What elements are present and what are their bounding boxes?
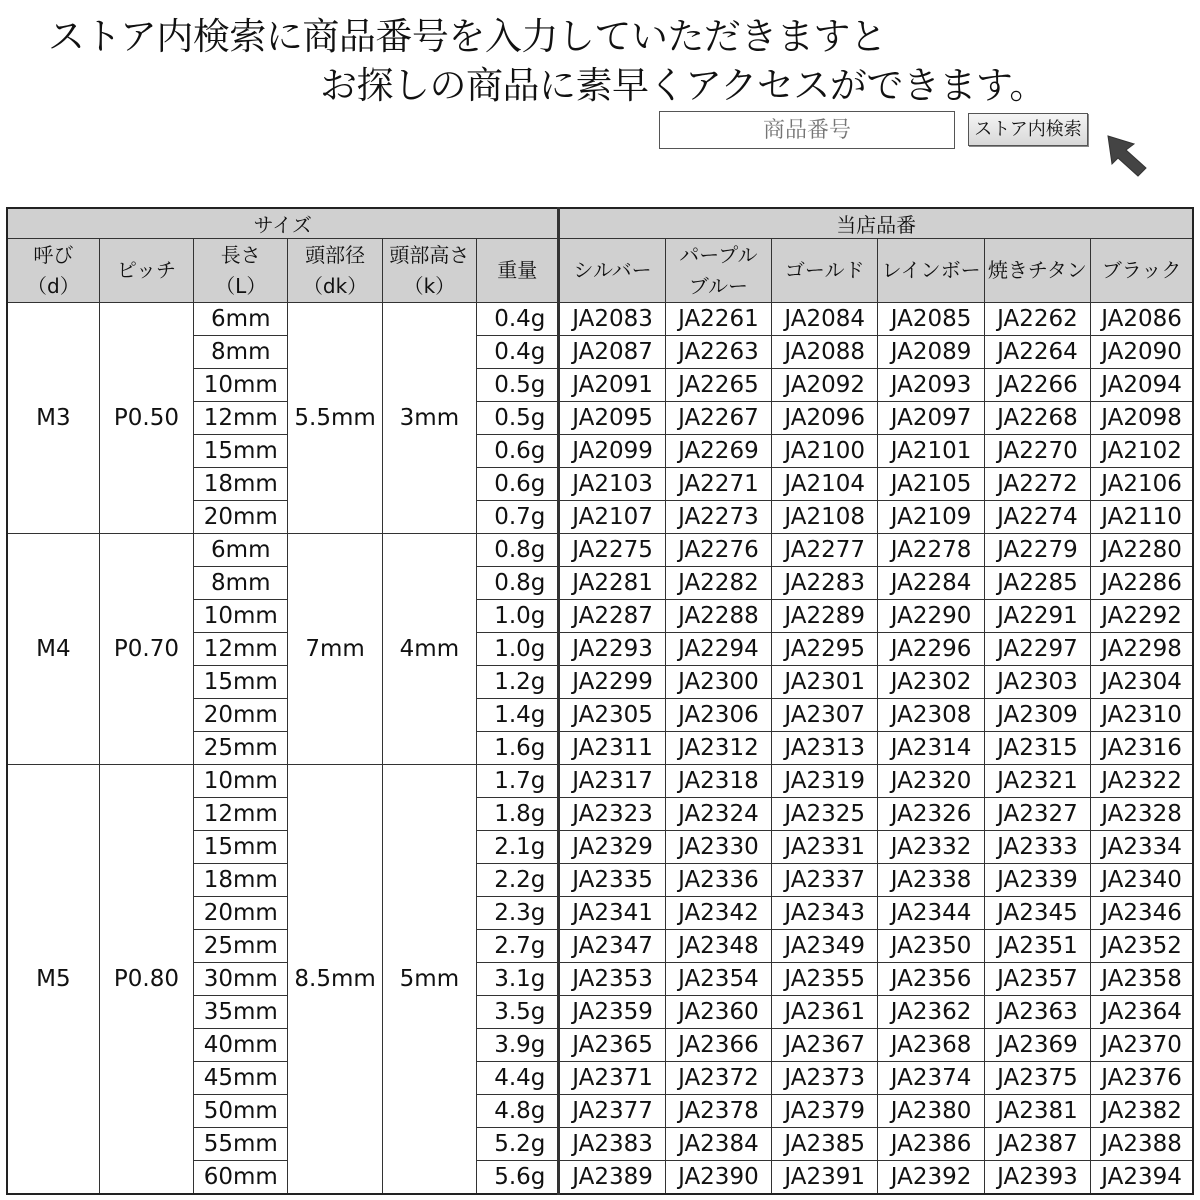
table-row [7,765,1193,798]
part-number-cell: JA2363 [984,996,1090,1029]
part-number-cell: JA2091 [559,369,665,402]
weight-cell: 0.5g [477,369,559,402]
part-number-cell: JA2096 [772,402,878,435]
head-height-cell: 4mm [382,534,476,765]
part-number-cell: JA2098 [1091,402,1193,435]
part-number-cell: JA2084 [772,303,878,336]
part-number-cell: JA2384 [665,1128,771,1161]
weight-cell: 5.2g [477,1128,559,1161]
part-number-cell: JA2370 [1091,1029,1193,1062]
part-number-cell: JA2270 [984,435,1090,468]
head-diameter-cell: 5.5mm [288,303,382,534]
part-number-cell: JA2338 [878,864,984,897]
head-diameter-cell: 8.5mm [288,765,382,1194]
part-number-cell: JA2294 [665,633,771,666]
part-number-cell: JA2337 [772,864,878,897]
part-number-cell: JA2328 [1091,798,1193,831]
length-cell: 10mm [194,369,288,402]
part-number-cell: JA2314 [878,732,984,765]
part-number-cell: JA2324 [665,798,771,831]
header-line: （dk） [302,273,368,298]
header-line: 焼きチタン [987,258,1087,282]
part-number-cell: JA2383 [559,1128,665,1161]
part-number-cell: JA2264 [984,336,1090,369]
length-cell: 15mm [194,666,288,699]
part-number-cell: JA2346 [1091,897,1193,930]
length-cell: 15mm [194,831,288,864]
part-number-cell: JA2094 [1091,369,1193,402]
part-number-cell: JA2319 [772,765,878,798]
part-number-cell: JA2282 [665,567,771,600]
length-cell: 6mm [194,534,288,567]
part-number-cell: JA2329 [559,831,665,864]
part-number-cell: JA2381 [984,1095,1090,1128]
size-group-header: サイズ [7,208,559,239]
part-number-cell: JA2292 [1091,600,1193,633]
part-number-cell: JA2104 [772,468,878,501]
part-number-cell: JA2376 [1091,1062,1193,1095]
part-number-cell: JA2365 [559,1029,665,1062]
part-number-cell: JA2362 [878,996,984,1029]
part-number-cell: JA2343 [772,897,878,930]
length-cell: 10mm [194,600,288,633]
part-number-cell: JA2334 [1091,831,1193,864]
head-height-header [382,239,476,303]
part-number-cell: JA2103 [559,468,665,501]
weight-cell: 2.3g [477,897,559,930]
part-number-cell: JA2097 [878,402,984,435]
part-number-cell: JA2296 [878,633,984,666]
part-number-cell: JA2090 [1091,336,1193,369]
part-number-cell: JA2325 [772,798,878,831]
part-number-cell: JA2387 [984,1128,1090,1161]
part-number-cell: JA2394 [1091,1161,1193,1194]
part-number-cell: JA2378 [665,1095,771,1128]
part-number-cell: JA2375 [984,1062,1090,1095]
part-number-cell: JA2345 [984,897,1090,930]
part-number-cell: JA2321 [984,765,1090,798]
part-number-cell: JA2278 [878,534,984,567]
part-number-cell: JA2333 [984,831,1090,864]
color-header [984,239,1090,303]
part-number-cell: JA2108 [772,501,878,534]
weight-cell: 2.7g [477,930,559,963]
weight-cell: 0.4g [477,303,559,336]
pitch-header: ピッチ [99,239,193,303]
header-line: パープル [679,242,758,267]
part-number-cell: JA2364 [1091,996,1193,1029]
weight-cell: 1.0g [477,600,559,633]
pitch-cell: P0.50 [99,303,193,534]
part-number-cell: JA2286 [1091,567,1193,600]
part-number-cell: JA2379 [772,1095,878,1128]
part-number-cell: JA2268 [984,402,1090,435]
part-number-cell: JA2351 [984,930,1090,963]
weight-cell: 1.8g [477,798,559,831]
part-number-cell: JA2280 [1091,534,1193,567]
weight-cell: 0.8g [477,567,559,600]
part-number-cell: JA2323 [559,798,665,831]
part-number-cell: JA2293 [559,633,665,666]
part-number-cell: JA2380 [878,1095,984,1128]
part-number-cell: JA2261 [665,303,771,336]
weight-cell: 3.1g [477,963,559,996]
intro-line-2: お探しの商品に素早くアクセスができます。 [320,64,1046,107]
color-header [878,239,984,303]
length-cell: 20mm [194,897,288,930]
weight-cell: 2.1g [477,831,559,864]
intro-message [0,0,1200,110]
weight-cell: 4.8g [477,1095,559,1128]
length-cell: 25mm [194,930,288,963]
length-cell: 18mm [194,468,288,501]
part-number-cell: JA2320 [878,765,984,798]
part-number-cell: JA2327 [984,798,1090,831]
part-number-cell: JA2279 [984,534,1090,567]
part-number-cell: JA2356 [878,963,984,996]
part-number-cell: JA2357 [984,963,1090,996]
weight-cell: 1.6g [477,732,559,765]
part-number-cell: JA2283 [772,567,878,600]
part-number-cell: JA2299 [559,666,665,699]
nominal-size-cell: M3 [7,303,99,534]
part-number-cell: JA2339 [984,864,1090,897]
part-number-cell: JA2303 [984,666,1090,699]
part-number-cell: JA2087 [559,336,665,369]
part-number-cell: JA2354 [665,963,771,996]
part-number-cell: JA2312 [665,732,771,765]
part-number-cell: JA2326 [878,798,984,831]
part-number-cell: JA2302 [878,666,984,699]
part-number-cell: JA2388 [1091,1128,1193,1161]
part-number-cell: JA2271 [665,468,771,501]
length-header [194,239,288,303]
part-number-cell: JA2359 [559,996,665,1029]
part-number-cell: JA2373 [772,1062,878,1095]
weight-cell: 0.7g [477,501,559,534]
part-number-cell: JA2285 [984,567,1090,600]
length-cell: 55mm [194,1128,288,1161]
weight-cell: 1.4g [477,699,559,732]
part-number-cell: JA2281 [559,567,665,600]
nominal-size-cell: M5 [7,765,99,1194]
color-header [772,239,878,303]
length-cell: 12mm [194,402,288,435]
weight-cell: 2.2g [477,864,559,897]
part-number-cell: JA2275 [559,534,665,567]
length-cell: 6mm [194,303,288,336]
part-number-cell: JA2315 [984,732,1090,765]
part-number-cell: JA2266 [984,369,1090,402]
length-cell: 8mm [194,567,288,600]
part-number-cell: JA2277 [772,534,878,567]
part-number-cell: JA2093 [878,369,984,402]
part-number-cell: JA2107 [559,501,665,534]
length-cell: 15mm [194,435,288,468]
header-line: 頭部径 [305,242,366,267]
nominal-size-cell: M4 [7,534,99,765]
header-line: ゴールド [784,258,865,282]
part-number-cell: JA2267 [665,402,771,435]
part-number-cell: JA2290 [878,600,984,633]
length-cell: 60mm [194,1161,288,1194]
part-number-cell: JA2317 [559,765,665,798]
pitch-cell: P0.70 [99,534,193,765]
part-number-cell: JA2109 [878,501,984,534]
weight-cell: 1.0g [477,633,559,666]
part-number-cell: JA2287 [559,600,665,633]
part-number-cell: JA2274 [984,501,1090,534]
part-number-cell: JA2342 [665,897,771,930]
header-line: 呼び [33,242,74,267]
weight-cell: 5.6g [477,1161,559,1194]
part-number-cell: JA2331 [772,831,878,864]
part-number-cell: JA2335 [559,864,665,897]
header-line: 長さ [220,242,261,267]
head-height-cell: 5mm [382,765,476,1194]
part-number-cell: JA2391 [772,1161,878,1194]
part-number-cell: JA2374 [878,1062,984,1095]
part-number-cell: JA2102 [1091,435,1193,468]
part-number-cell: JA2341 [559,897,665,930]
nominal-header [7,239,99,303]
part-number-cell: JA2377 [559,1095,665,1128]
part-number-cell: JA2350 [878,930,984,963]
part-number-cell: JA2392 [878,1161,984,1194]
length-cell: 12mm [194,798,288,831]
head-height-cell: 3mm [382,303,476,534]
part-number-cell: JA2330 [665,831,771,864]
part-number-cell: JA2085 [878,303,984,336]
part-number-cell: JA2348 [665,930,771,963]
arrow-cursor-icon [1100,130,1152,180]
length-cell: 35mm [194,996,288,1029]
part-number-cell: JA2291 [984,600,1090,633]
weight-cell: 0.5g [477,402,559,435]
part-number-cell: JA2367 [772,1029,878,1062]
length-cell: 10mm [194,765,288,798]
part-number-cell: JA2092 [772,369,878,402]
part-number-cell: JA2297 [984,633,1090,666]
part-number-cell: JA2393 [984,1161,1090,1194]
weight-header: 重量 [477,239,559,303]
part-number-cell: JA2289 [772,600,878,633]
pitch-cell: P0.80 [99,765,193,1194]
weight-cell: 1.7g [477,765,559,798]
header-line: シルバー [573,258,652,282]
part-number-cell: JA2288 [665,600,771,633]
part-number-cell: JA2318 [665,765,771,798]
header-line: （L） [215,273,267,298]
weight-cell: 0.8g [477,534,559,567]
color-header [559,239,665,303]
weight-cell: 0.6g [477,468,559,501]
part-number-cell: JA2336 [665,864,771,897]
part-number-cell: JA2313 [772,732,878,765]
part-number-cell: JA2390 [665,1161,771,1194]
part-number-cell: JA2322 [1091,765,1193,798]
part-number-cell: JA2301 [772,666,878,699]
part-number-cell: JA2295 [772,633,878,666]
part-number-cell: JA2086 [1091,303,1193,336]
part-number-cell: JA2305 [559,699,665,732]
part-number-cell: JA2347 [559,930,665,963]
part-number-cell: JA2110 [1091,501,1193,534]
part-number-cell: JA2311 [559,732,665,765]
part-number-cell: JA2106 [1091,468,1193,501]
head-diameter-header [288,239,382,303]
weight-cell: 0.6g [477,435,559,468]
length-cell: 40mm [194,1029,288,1062]
part-number-cell: JA2100 [772,435,878,468]
part-number-cell: JA2353 [559,963,665,996]
part-number-cell: JA2361 [772,996,878,1029]
part-number-cell: JA2369 [984,1029,1090,1062]
part-number-cell: JA2276 [665,534,771,567]
weight-cell: 0.4g [477,336,559,369]
weight-cell: 3.9g [477,1029,559,1062]
part-number-cell: JA2304 [1091,666,1193,699]
part-number-cell: JA2368 [878,1029,984,1062]
length-cell: 30mm [194,963,288,996]
part-number-cell: JA2382 [1091,1095,1193,1128]
part-number-cell: JA2269 [665,435,771,468]
weight-cell: 1.2g [477,666,559,699]
part-number-cell: JA2105 [878,468,984,501]
part-number-cell: JA2371 [559,1062,665,1095]
part-number-cell: JA2306 [665,699,771,732]
length-cell: 50mm [194,1095,288,1128]
part-number-cell: JA2272 [984,468,1090,501]
part-number-cell: JA2284 [878,567,984,600]
part-number-cell: JA2089 [878,336,984,369]
part-number-cell: JA2332 [878,831,984,864]
header-line: （d） [27,273,80,298]
length-cell: 8mm [194,336,288,369]
part-number-cell: JA2366 [665,1029,771,1062]
table-row [7,303,1193,336]
part-number-cell: JA2372 [665,1062,771,1095]
product-spec-table [6,207,1194,1195]
part-number-cell: JA2344 [878,897,984,930]
header-line: ブラック [1101,258,1182,282]
part-number-cell: JA2389 [559,1161,665,1194]
part-number-cell: JA2349 [772,930,878,963]
header-line: 頭部高さ [389,242,470,267]
part-number-cell: JA2360 [665,996,771,1029]
part-number-group-header: 当店品番 [559,208,1193,239]
part-number-cell: JA2273 [665,501,771,534]
part-number-cell: JA2358 [1091,963,1193,996]
part-number-cell: JA2095 [559,402,665,435]
header-line: （k） [403,273,456,298]
part-number-cell: JA2298 [1091,633,1193,666]
weight-cell: 3.5g [477,996,559,1029]
part-number-cell: JA2263 [665,336,771,369]
head-diameter-cell: 7mm [288,534,382,765]
part-number-cell: JA2385 [772,1128,878,1161]
part-number-cell: JA2265 [665,369,771,402]
part-number-cell: JA2386 [878,1128,984,1161]
part-number-cell: JA2083 [559,303,665,336]
store-search-button[interactable]: ストア内検索 [968,113,1088,146]
part-number-cell: JA2101 [878,435,984,468]
length-cell: 45mm [194,1062,288,1095]
weight-cell: 4.4g [477,1062,559,1095]
part-number-cell: JA2088 [772,336,878,369]
part-number-cell: JA2340 [1091,864,1193,897]
part-number-cell: JA2262 [984,303,1090,336]
part-number-cell: JA2307 [772,699,878,732]
table-row [7,534,1193,567]
length-cell: 20mm [194,699,288,732]
length-cell: 20mm [194,501,288,534]
part-number-cell: JA2300 [665,666,771,699]
length-cell: 18mm [194,864,288,897]
part-number-cell: JA2316 [1091,732,1193,765]
part-number-cell: JA2308 [878,699,984,732]
product-number-search-input[interactable] [659,111,955,149]
part-number-cell: JA2355 [772,963,878,996]
color-header [1091,239,1193,303]
color-header [665,239,771,303]
length-cell: 12mm [194,633,288,666]
length-cell: 25mm [194,732,288,765]
intro-line-1: ストア内検索に商品番号を入力していただきますと [48,15,887,58]
part-number-cell: JA2352 [1091,930,1193,963]
header-line: ブルー [688,273,748,298]
part-number-cell: JA2309 [984,699,1090,732]
part-number-cell: JA2310 [1091,699,1193,732]
header-line: レインボー [881,258,981,282]
part-number-cell: JA2099 [559,435,665,468]
